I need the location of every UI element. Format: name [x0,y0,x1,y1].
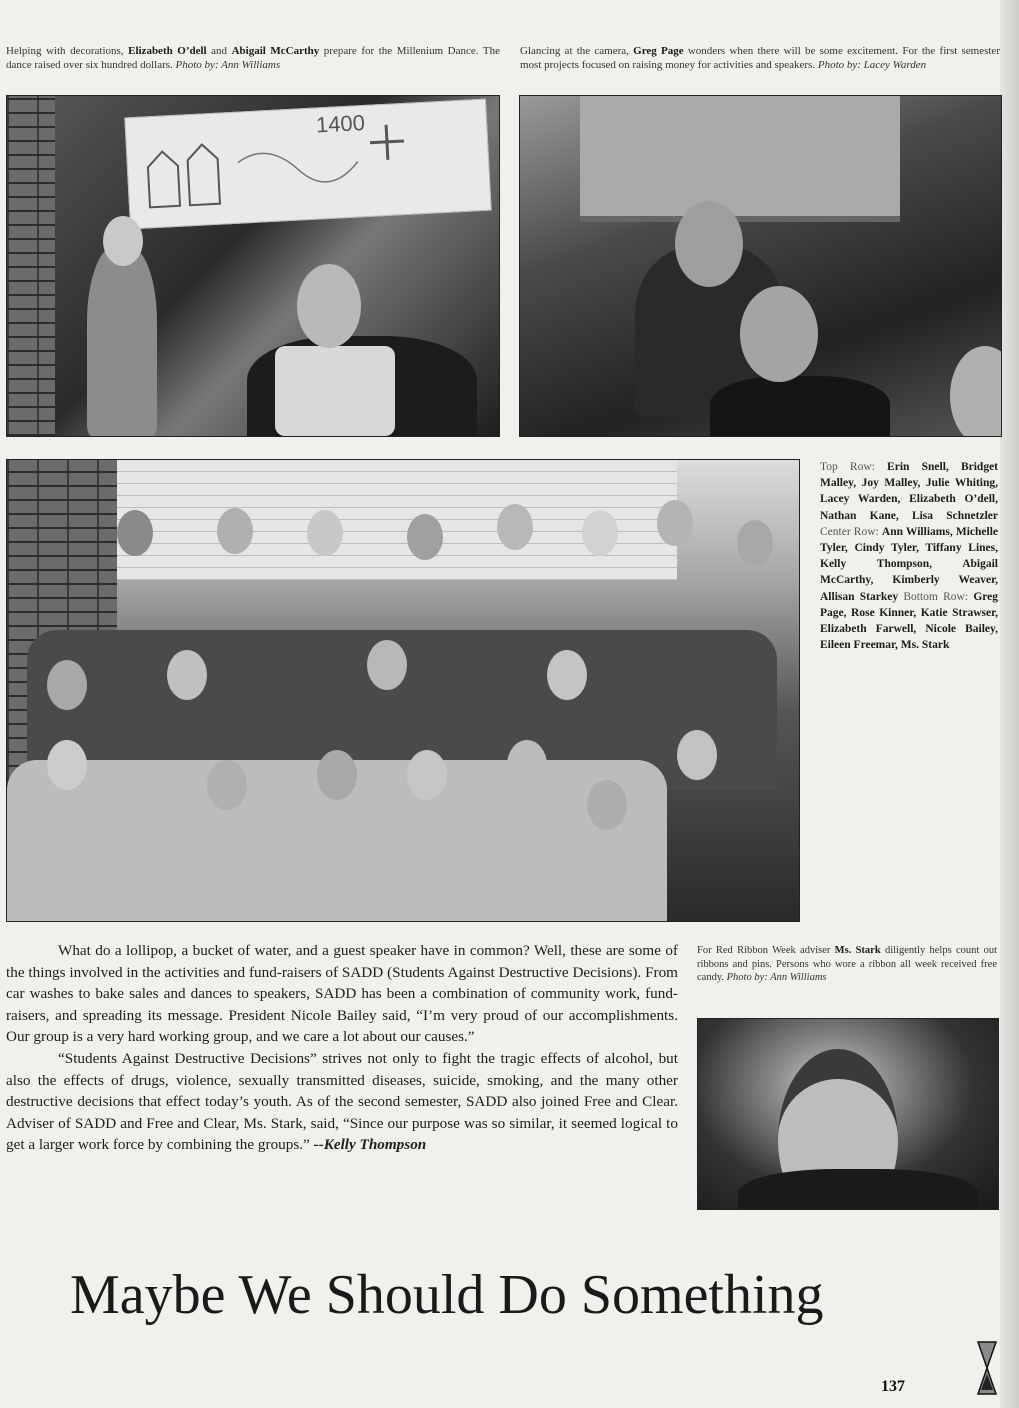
head [167,650,207,700]
person-right-head [297,264,361,348]
caption-name: Ms. Stark [834,945,881,956]
caption-name: Abigail McCarthy [231,45,320,57]
head [547,650,587,700]
head [217,508,253,554]
person-back-head [675,201,743,287]
head [587,780,627,830]
page-headline: Maybe We Should Do Something [70,1264,824,1326]
photo-decorations [6,95,500,437]
roster-names-top: Erin Snell, Bridget Malley, Joy Malley, Julie Whiting, Lacey Warden, Elizabeth O’dell, Nathan Kane, Lisa Schnetzler [820,461,999,522]
roster-label-center: Center Row: [820,525,879,538]
caption-text: and [206,45,232,57]
caption-name: Greg Page [633,45,684,57]
head [117,510,153,556]
head [657,500,693,546]
story-paragraph-2 [6,1048,678,1156]
head [207,760,247,810]
head [737,520,773,566]
row-top [77,510,777,650]
hourglass-icon [976,1340,998,1396]
caption-name: Elizabeth O’dell [128,45,207,57]
head [367,640,407,690]
head [307,510,343,556]
page-spine-shadow [1000,0,1019,1408]
person-edge-head [950,346,1002,437]
head [317,750,357,800]
roster-names-center: Ann Williams, Michelle Tyler, Cindy Tyler, Tiffany Lines, Kelly Thompson, Abigail McCarthy, Kimberly Weaver, Allisan Starkey [820,525,998,603]
head [47,660,87,710]
photo-group [6,459,800,922]
head [47,740,87,790]
photo-credit: Photo by: Ann Williams [726,972,827,983]
head [582,510,618,556]
photo-credit: Photo by: Lacey Warden [817,59,927,71]
caption-greg-page [520,44,1000,72]
story-paragraph-1: What do a lollipop, a bucket of water, and a guest speaker have in common? Well, these are some of the things involved in the activities and fund-raisers of SADD (Students Against Destructive Decisions). From car washes to bake sales and dances to speakers, SADD has been a combination of community work, fund-raisers, and spreading its message. President Nicole Bailey said, “I’m very proud of our accomplishments. Our group is a very hard working group, and we care a lot about our causes.” [6,942,678,1046]
head [677,730,717,780]
story-paragraph-2-text: “Students Against Destructive Decisions” strives not only to fight the tragic effects of alcohol, but also the effects of drugs, violence, sexually transmitted diseases, suicide, smoking, and the many other destructive decisions that effect today’s youth. As of the second semester, SADD also joined Free and Clear. Adviser of SADD and Free and Clear, Ms. Stark, said, “Since our purpose was so similar, it seemed logical to get a larger work force by combining the groups.” [6,1049,678,1154]
window [580,96,900,222]
head [407,514,443,560]
page-number: 137 [881,1378,905,1395]
caption-ms-stark [697,944,997,985]
caption-text: Glancing at the camera, [520,45,634,57]
caption-decorations [6,44,500,72]
caption-text: For Red Ribbon Week adviser [697,945,835,956]
person-body [738,1169,978,1210]
caption-text: prepare for the Millenium Dance. The dance raised over six hundred dollars. [6,45,500,71]
photo-credit: Photo by: Ann Williams [175,59,281,71]
apron [275,346,395,436]
person-front [710,376,890,437]
story-body [6,940,678,1156]
photo-greg-page [519,95,1002,437]
person-left-head [103,216,143,266]
caption-text: wonders when there will be some excitement. For the first semester most projects focused on raising money for activities and speakers. [520,45,1000,71]
banner-drawing [125,100,490,229]
banner-number: 1400 [315,109,366,138]
story-byline: --Kelly Thompson [313,1136,427,1154]
person-front-head [740,286,818,382]
group-roster [820,459,998,653]
roster-label-bottom: Bottom Row: [903,590,969,603]
photo-ms-stark [697,1018,999,1210]
caption-text: Helping with decorations, [6,45,129,57]
roster-label-top: Top Row: [820,461,875,473]
head [507,740,547,790]
caption-text: diligently helps count out ribbons and pins. Persons who wore a ribbon all week received free candy. [697,945,997,983]
person-left [87,246,157,436]
roster-names-bottom: Greg Page, Rose Kinner, Katie Strawser, Elizabeth Farwell, Nicole Bailey, Eileen Freemar, Ms. Stark [820,590,999,652]
brick-wall [7,96,55,436]
head [407,750,447,800]
banner [124,99,491,230]
head [497,504,533,550]
